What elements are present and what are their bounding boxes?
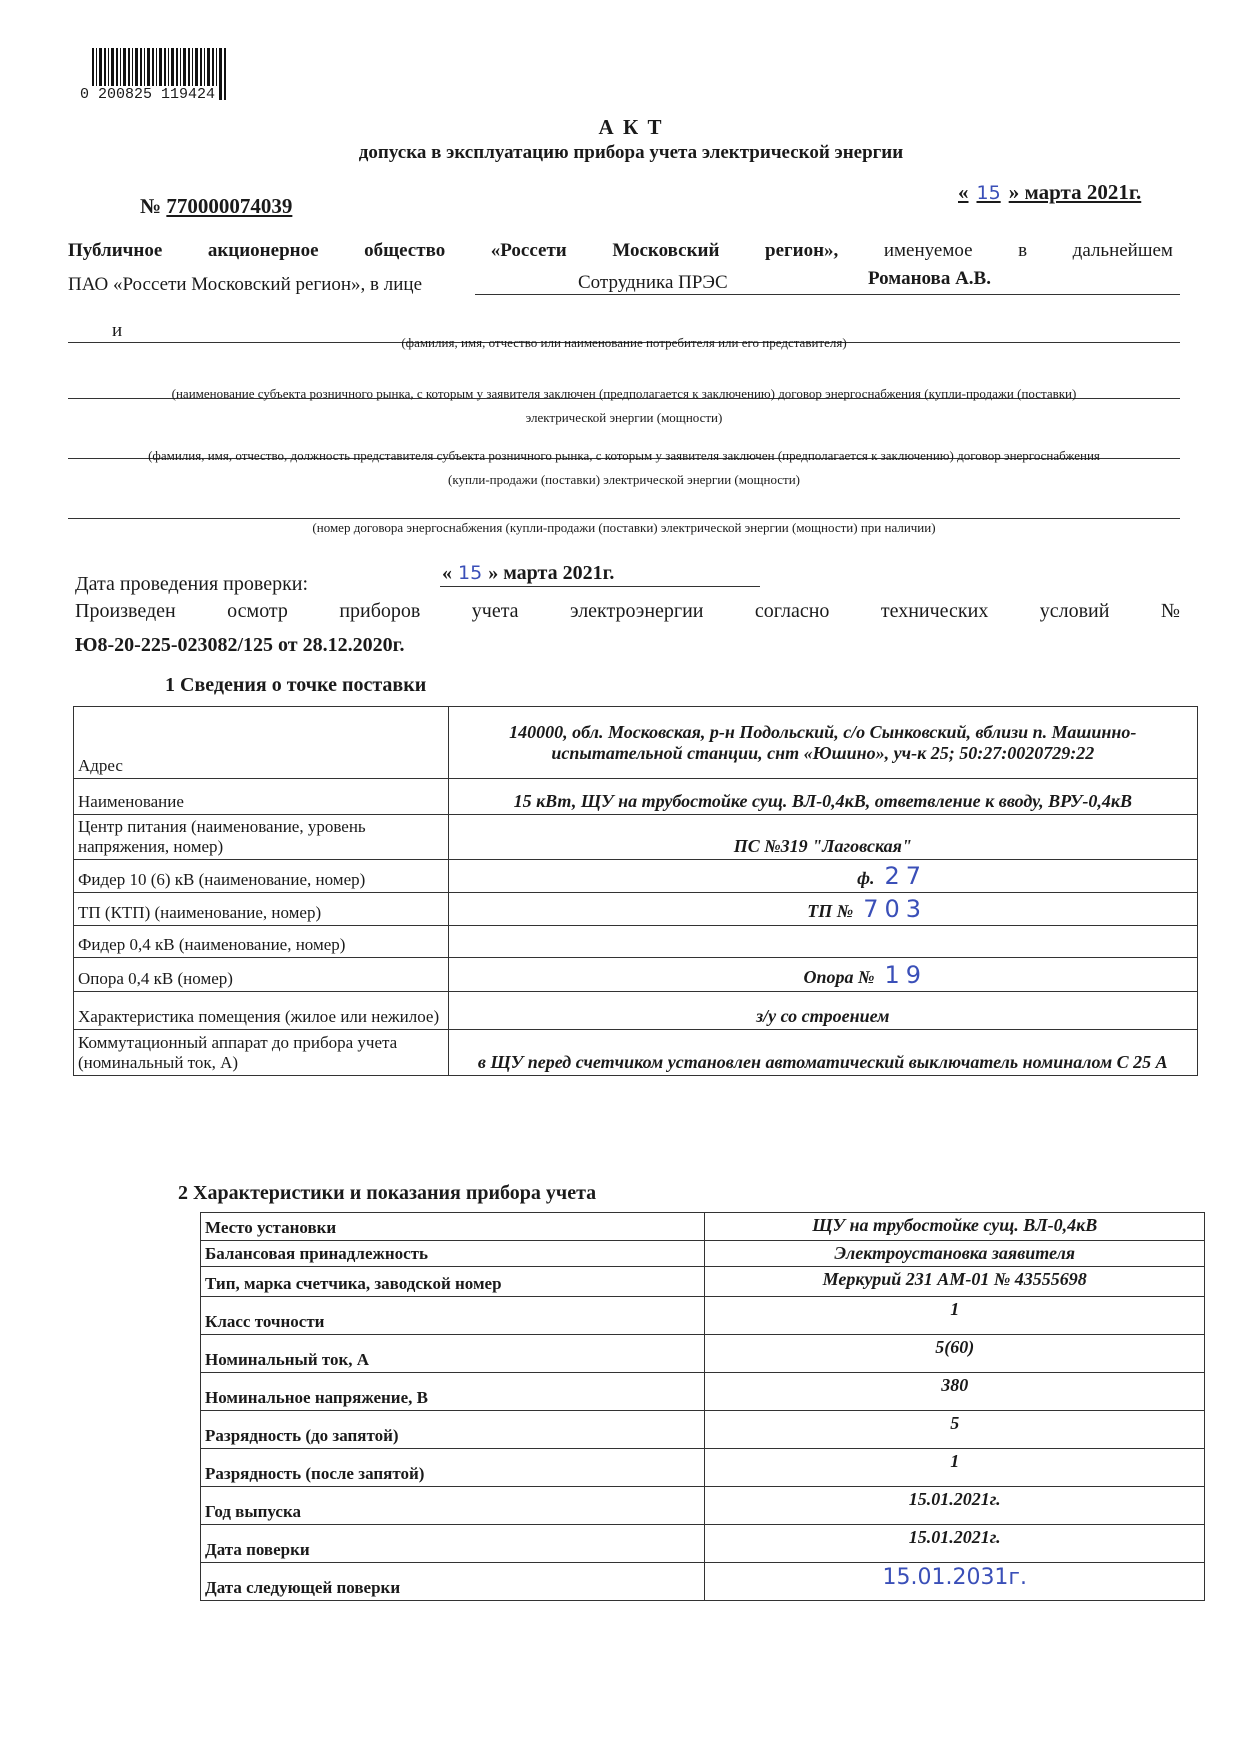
row-label: Разрядность (после запятой) (201, 1449, 705, 1487)
table-row (74, 958, 1198, 992)
inspection-word: приборов (339, 600, 421, 622)
row-value: 15 кВт, ЩУ на трубостойке сущ. ВЛ-0,4кВ, ответвление к вводу, ВРУ-0,4кВ (448, 779, 1197, 815)
representative-line (475, 294, 1180, 295)
table-row (201, 1411, 1205, 1449)
row-value: 140000, обл. Московская, р-н Подольский, с/о Сынковский, вблизи п. Машинно-испытательной станции, снт «Юшино», уч-к 25; 50:27:0020729:22 (448, 707, 1197, 779)
act-date (958, 180, 1141, 205)
intro-line-1 (68, 240, 1173, 262)
row-value: 15.01.2021г. (705, 1487, 1205, 1525)
value-handwritten: 15.01.2031г. (882, 1565, 1027, 1590)
table-row (201, 1373, 1205, 1411)
date-day-handwritten: 15 (976, 182, 1001, 204)
table-row (74, 992, 1198, 1030)
table-row (74, 926, 1198, 958)
row-value: 5(60) (705, 1335, 1205, 1373)
row-value: Меркурий 231 АМ-01 № 43555698 (705, 1267, 1205, 1297)
barcode-number: 0 200825 119424 (80, 86, 216, 103)
inspection-text (75, 600, 1180, 623)
row-value (705, 1563, 1205, 1601)
row-value: Электроустановка заявителя (705, 1241, 1205, 1267)
row-value: в ЩУ перед счетчиком установлен автоматический выключатель номиналом С 25 А (448, 1030, 1197, 1076)
caption-representative-1: (фамилия, имя, отчество, должность представителя субъекта розничного рынка, с которым у заявителя заключен (предполагается к заключению) договор энергоснабжения (148, 448, 1100, 463)
caption-contract: (номер договора энергоснабжения (купли-продажи (поставки) электрической энергии (мощности) при наличии) (312, 520, 936, 535)
table-row (74, 815, 1198, 860)
row-label: ТП (КТП) (наименование, номер) (74, 893, 449, 926)
table-row (201, 1213, 1205, 1241)
inspection-word: № (1160, 600, 1180, 622)
row-label: Место установки (201, 1213, 705, 1241)
inspection-date-open: « (442, 562, 452, 584)
document-subtitle: допуска в эксплуатацию прибора учета электрической энергии (358, 142, 904, 163)
caption-subject-1: (наименование субъекта розничного рынка, с которым у заявителя заключен (предполагается к заключению) договор энергоснабжения (купли-продажи (поставки) (171, 386, 1077, 401)
table-row (74, 893, 1198, 926)
caption-subject-2: электрической энергии (мощности) (525, 410, 723, 425)
table-row (201, 1297, 1205, 1335)
technical-conditions-number: Ю8-20-225-023082/125 от 28.12.2020г. (75, 634, 405, 656)
section-2-title: 2 Характеристики и показания прибора учета (178, 1182, 597, 1204)
row-label: Фидер 10 (6) кВ (наименование, номер) (74, 860, 449, 893)
inspection-date-label: Дата проведения проверки: (75, 573, 309, 595)
row-value (448, 958, 1197, 992)
inspection-word: технических (880, 600, 989, 622)
inspection-word: осмотр (227, 600, 288, 622)
row-value: з/у со строением (448, 992, 1197, 1030)
row-value: ЩУ на трубостойке сущ. ВЛ-0,4кВ (705, 1213, 1205, 1241)
caption-consumer: (фамилия, имя, отчество или наименование потребителя или его представителя) (401, 335, 847, 350)
row-value: 380 (705, 1373, 1205, 1411)
inspection-date (442, 562, 614, 585)
act-number (140, 194, 292, 219)
inspection-word: электроэнергии (569, 600, 704, 622)
row-label: Номинальное напряжение, В (201, 1373, 705, 1411)
intro-line-2-text: ПАО «Россети Московский регион», в лице (68, 274, 423, 295)
meter-table (200, 1212, 1205, 1601)
row-label: Наименование (74, 779, 449, 815)
document-title: А К Т (598, 115, 664, 139)
row-label: Дата поверки (201, 1525, 705, 1563)
table-row (201, 1487, 1205, 1525)
table-row (201, 1267, 1205, 1297)
table-row (74, 707, 1198, 779)
value-handwritten: 19 (884, 961, 927, 989)
intro-word: регион», (765, 240, 839, 261)
table-row (74, 779, 1198, 815)
intro-word: дальнейшем (1072, 240, 1173, 261)
row-value (448, 893, 1197, 926)
value-printed: ф. (857, 868, 875, 888)
value-handwritten: 27 (884, 862, 927, 890)
date-close: » марта 2021г. (1008, 180, 1142, 204)
inspection-date-line (440, 586, 760, 587)
row-label: Центр питания (наименование, уровень напряжения, номер) (74, 815, 449, 860)
representative-name: Романова А.В. (868, 268, 991, 289)
intro-word: именуемое (883, 240, 973, 261)
row-label: Опора 0,4 кВ (номер) (74, 958, 449, 992)
row-label: Коммутационный аппарат до прибора учета (номинальный ток, А) (74, 1030, 449, 1076)
number-value: 770000074039 (166, 194, 293, 218)
intro-word: «Россети (490, 240, 567, 261)
row-label: Класс точности (201, 1297, 705, 1335)
inspection-day-handwritten: 15 (458, 562, 483, 584)
number-prefix: № (140, 194, 162, 218)
table-row (74, 860, 1198, 893)
row-label: Характеристика помещения (жилое или нежилое) (74, 992, 449, 1030)
intro-word: общество (364, 240, 446, 261)
inspection-word: согласно (754, 600, 830, 622)
intro-word: Публичное (68, 240, 163, 261)
inspection-word: учета (471, 600, 519, 622)
row-label: Адрес (74, 707, 449, 779)
row-value (448, 926, 1197, 958)
table-row (201, 1525, 1205, 1563)
representative-position: Сотрудника ПРЭС (578, 272, 728, 293)
value-handwritten: 703 (863, 895, 927, 923)
intro-word: акционерное (207, 240, 319, 261)
intro-word: Московский (612, 240, 720, 261)
table-row (201, 1335, 1205, 1373)
table-row (201, 1563, 1205, 1601)
row-label: Год выпуска (201, 1487, 705, 1525)
row-label: Номинальный ток, А (201, 1335, 705, 1373)
inspection-date-close: » марта 2021г. (488, 562, 615, 584)
section-1-title: 1 Сведения о точке поставки (165, 674, 427, 696)
date-open: « (958, 180, 969, 204)
row-value: 1 (705, 1449, 1205, 1487)
inspection-word: условий (1039, 600, 1110, 622)
row-value: 5 (705, 1411, 1205, 1449)
row-value: 1 (705, 1297, 1205, 1335)
contract-line (68, 518, 1180, 519)
table-row (201, 1241, 1205, 1267)
and-word: и (112, 320, 123, 341)
table-row (201, 1449, 1205, 1487)
row-label: Фидер 0,4 кВ (наименование, номер) (74, 926, 449, 958)
caption-representative-2: (купли-продажи (поставки) электрической энергии (мощности) (447, 472, 801, 487)
row-value: ПС №319 "Лаговская" (448, 815, 1197, 860)
row-label: Разрядность (до запятой) (201, 1411, 705, 1449)
table-row (74, 1030, 1198, 1076)
row-value (448, 860, 1197, 893)
intro-word: в (1018, 240, 1028, 261)
row-label: Дата следующей поверки (201, 1563, 705, 1601)
delivery-point-table (73, 706, 1198, 1076)
value-printed: Опора № (803, 967, 875, 987)
row-label: Балансовая принадлежность (201, 1241, 705, 1267)
inspection-word: Произведен (75, 600, 176, 622)
row-value: 15.01.2021г. (705, 1525, 1205, 1563)
row-label: Тип, марка счетчика, заводской номер (201, 1267, 705, 1297)
value-printed: ТП № (807, 901, 854, 921)
